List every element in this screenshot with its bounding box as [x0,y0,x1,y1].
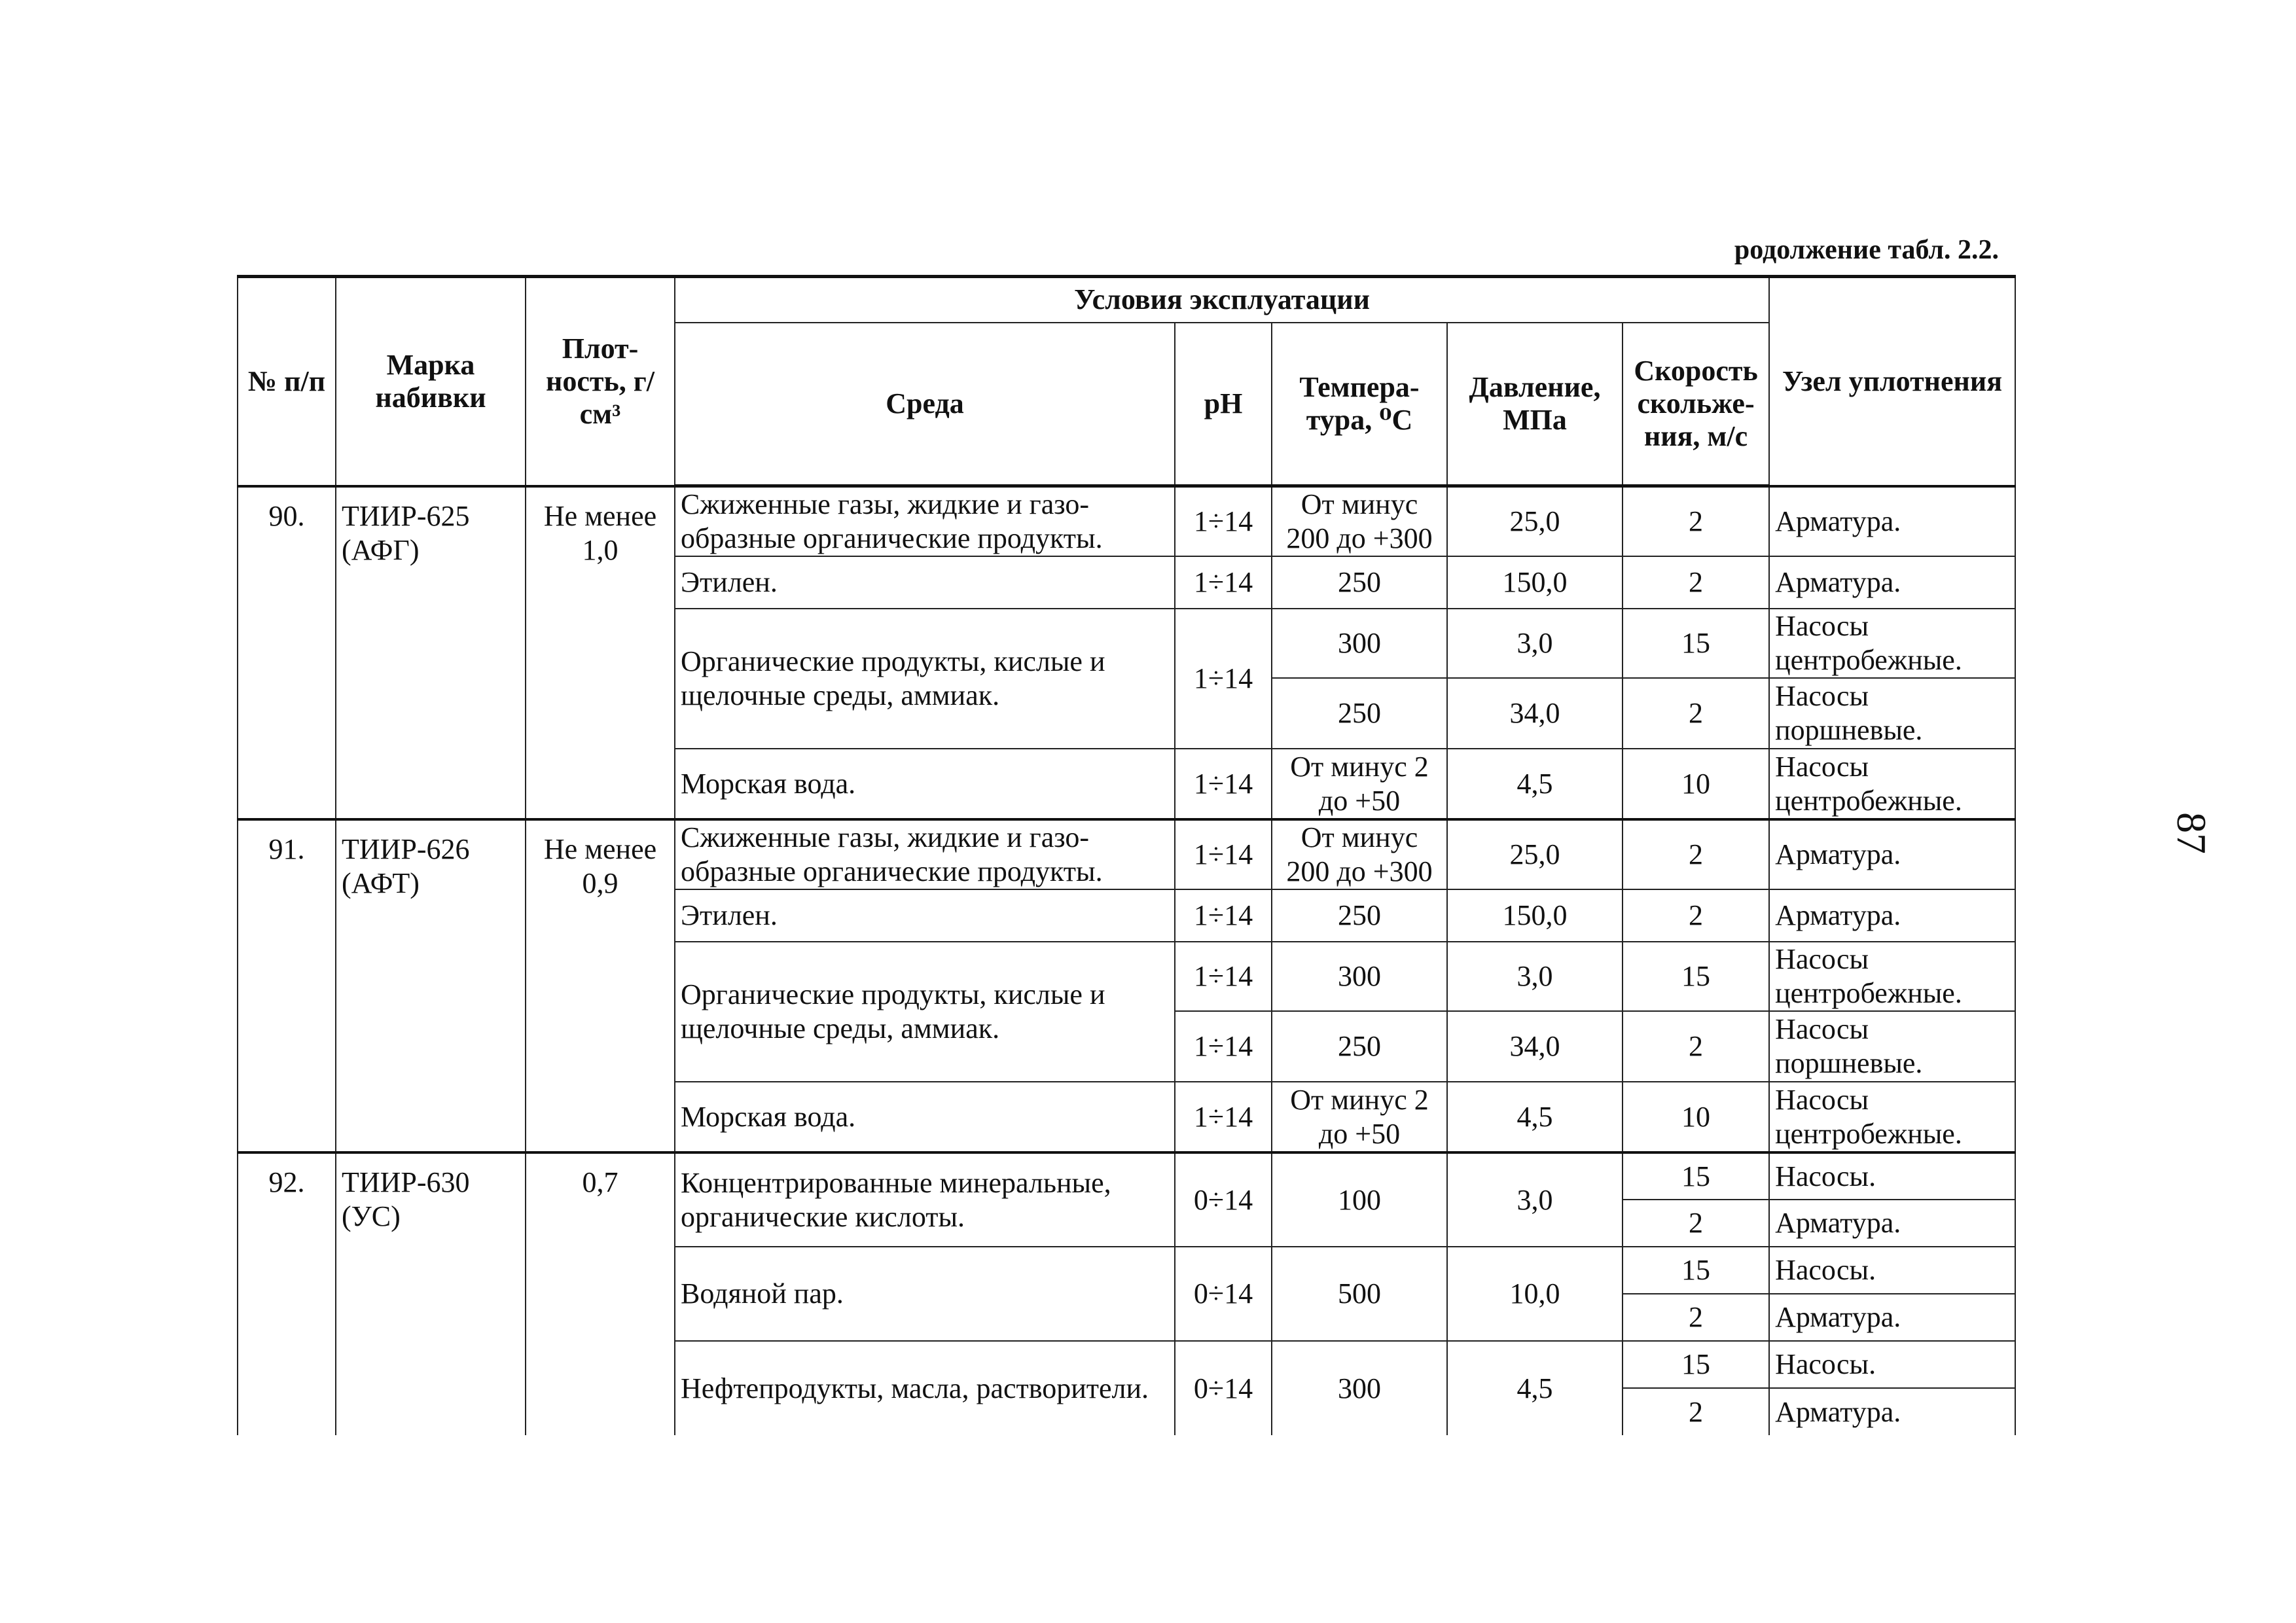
header-conditions: Условия эксплуатации [675,277,1769,323]
packing-density: Не менее 0,9 [526,819,675,1152]
table-header [238,277,2015,486]
seal-unit-cell: Насосы поршневые. [1769,1011,2015,1082]
speed-cell: 15 [1623,609,1769,678]
header-medium: Среда [675,323,1175,486]
packing-table [237,275,2016,1435]
seal-unit-cell: Насосы центробежные. [1769,942,2015,1011]
temperature-cell: От минус 200 до +300 [1272,486,1447,557]
speed-cell: 2 [1623,678,1769,749]
speed-cell: 2 [1623,556,1769,609]
temperature-cell: 250 [1272,889,1447,942]
pressure-cell: 34,0 [1447,1011,1623,1082]
ph-cell: 1÷14 [1175,556,1272,609]
medium-cell: Сжиженные газы, жидкие и газо-образные органические продукты. [675,819,1175,889]
seal-unit-cell: Насосы. [1769,1341,2015,1388]
packing-brand: ТИИР-630 (УС) [336,1152,526,1435]
table-row [238,819,2015,889]
item-number: 92. [238,1152,336,1435]
table-row [238,1152,2015,1200]
medium-cell: Нефтепродукты, масла, растворители. [675,1341,1175,1435]
item-number: 90. [238,486,336,820]
medium-cell: Органические продукты, кислые и щелочные среды, аммиак. [675,609,1175,749]
seal-unit-cell: Арматура. [1769,819,2015,889]
header-density: Плот-ность, г/см³ [526,277,675,486]
ph-cell: 0÷14 [1175,1247,1272,1341]
temperature-cell: 300 [1272,609,1447,678]
table-continuation-note: родолжение табл. 2.2. [1734,235,1999,265]
seal-unit-cell: Насосы. [1769,1247,2015,1294]
seal-unit-cell: Арматура. [1769,556,2015,609]
seal-unit-cell: Насосы центробежные. [1769,749,2015,819]
page-number: 87 [2168,812,2215,854]
pressure-cell: 150,0 [1447,889,1623,942]
temperature-cell: От минус 200 до +300 [1272,819,1447,889]
header-pressure: Давление, МПа [1447,323,1623,486]
ph-cell: 1÷14 [1175,486,1272,557]
speed-cell: 2 [1623,1388,1769,1435]
pressure-cell: 3,0 [1447,942,1623,1011]
item-number: 91. [238,819,336,1152]
medium-cell: Концентрированные минеральные, органические кислоты. [675,1152,1175,1247]
ph-cell: 1÷14 [1175,942,1272,1011]
pressure-cell: 25,0 [1447,819,1623,889]
temperature-cell: 250 [1272,1011,1447,1082]
pressure-cell: 150,0 [1447,556,1623,609]
temperature-cell: 300 [1272,1341,1447,1435]
pressure-cell: 4,5 [1447,749,1623,819]
pressure-cell: 4,5 [1447,1082,1623,1152]
packing-density: Не менее 1,0 [526,486,675,820]
medium-cell: Водяной пар. [675,1247,1175,1341]
seal-unit-cell: Арматура. [1769,1200,2015,1247]
table-body [238,486,2015,1436]
seal-unit-cell: Арматура. [1769,889,2015,942]
ph-cell: 1÷14 [1175,819,1272,889]
medium-cell: Этилен. [675,889,1175,942]
ph-cell: 1÷14 [1175,1082,1272,1152]
ph-cell: 1÷14 [1175,749,1272,819]
pressure-cell: 3,0 [1447,1152,1623,1247]
medium-cell: Морская вода. [675,749,1175,819]
pressure-cell: 25,0 [1447,486,1623,557]
temperature-cell: 100 [1272,1152,1447,1247]
seal-unit-cell: Арматура. [1769,1388,2015,1435]
seal-unit-cell: Арматура. [1769,486,2015,557]
seal-unit-cell: Арматура. [1769,1294,2015,1341]
seal-unit-cell: Насосы поршневые. [1769,678,2015,749]
ph-cell: 0÷14 [1175,1341,1272,1435]
header-unit: Узел уплотнения [1769,277,2015,486]
ph-cell: 1÷14 [1175,609,1272,749]
speed-cell: 15 [1623,942,1769,1011]
ph-cell: 1÷14 [1175,889,1272,942]
speed-cell: 10 [1623,1082,1769,1152]
speed-cell: 15 [1623,1341,1769,1388]
header-ph: pH [1175,323,1272,486]
temperature-cell: 500 [1272,1247,1447,1341]
speed-cell: 2 [1623,1294,1769,1341]
speed-cell: 10 [1623,749,1769,819]
speed-cell: 2 [1623,1011,1769,1082]
seal-unit-cell: Насосы центробежные. [1769,1082,2015,1152]
header-temperature: Темпера-тура, ⁰С [1272,323,1447,486]
ph-cell: 1÷14 [1175,1011,1272,1082]
seal-unit-cell: Насосы. [1769,1152,2015,1200]
packing-brand: ТИИР-626 (АФТ) [336,819,526,1152]
temperature-cell: 250 [1272,678,1447,749]
medium-cell: Органические продукты, кислые и щелочные среды, аммиак. [675,942,1175,1082]
medium-cell: Морская вода. [675,1082,1175,1152]
pressure-cell: 34,0 [1447,678,1623,749]
medium-cell: Этилен. [675,556,1175,609]
temperature-cell: От минус 2 до +50 [1272,1082,1447,1152]
speed-cell: 2 [1623,889,1769,942]
temperature-cell: 300 [1272,942,1447,1011]
pressure-cell: 10,0 [1447,1247,1623,1341]
speed-cell: 2 [1623,819,1769,889]
pressure-cell: 3,0 [1447,609,1623,678]
temperature-cell: 250 [1272,556,1447,609]
speed-cell: 2 [1623,1200,1769,1247]
medium-cell: Сжиженные газы, жидкие и газо-образные органические продукты. [675,486,1175,557]
header-brand: Марка набивки [336,277,526,486]
ph-cell: 0÷14 [1175,1152,1272,1247]
header-num: № п/п [238,277,336,486]
header-speed: Скорость скольже-ния, м/с [1623,323,1769,486]
pressure-cell: 4,5 [1447,1341,1623,1435]
seal-unit-cell: Насосы центробежные. [1769,609,2015,678]
speed-cell: 2 [1623,486,1769,557]
table-row [238,486,2015,557]
temperature-cell: От минус 2 до +50 [1272,749,1447,819]
speed-cell: 15 [1623,1152,1769,1200]
packing-brand: ТИИР-625 (АФГ) [336,486,526,820]
packing-density: 0,7 [526,1152,675,1435]
speed-cell: 15 [1623,1247,1769,1294]
